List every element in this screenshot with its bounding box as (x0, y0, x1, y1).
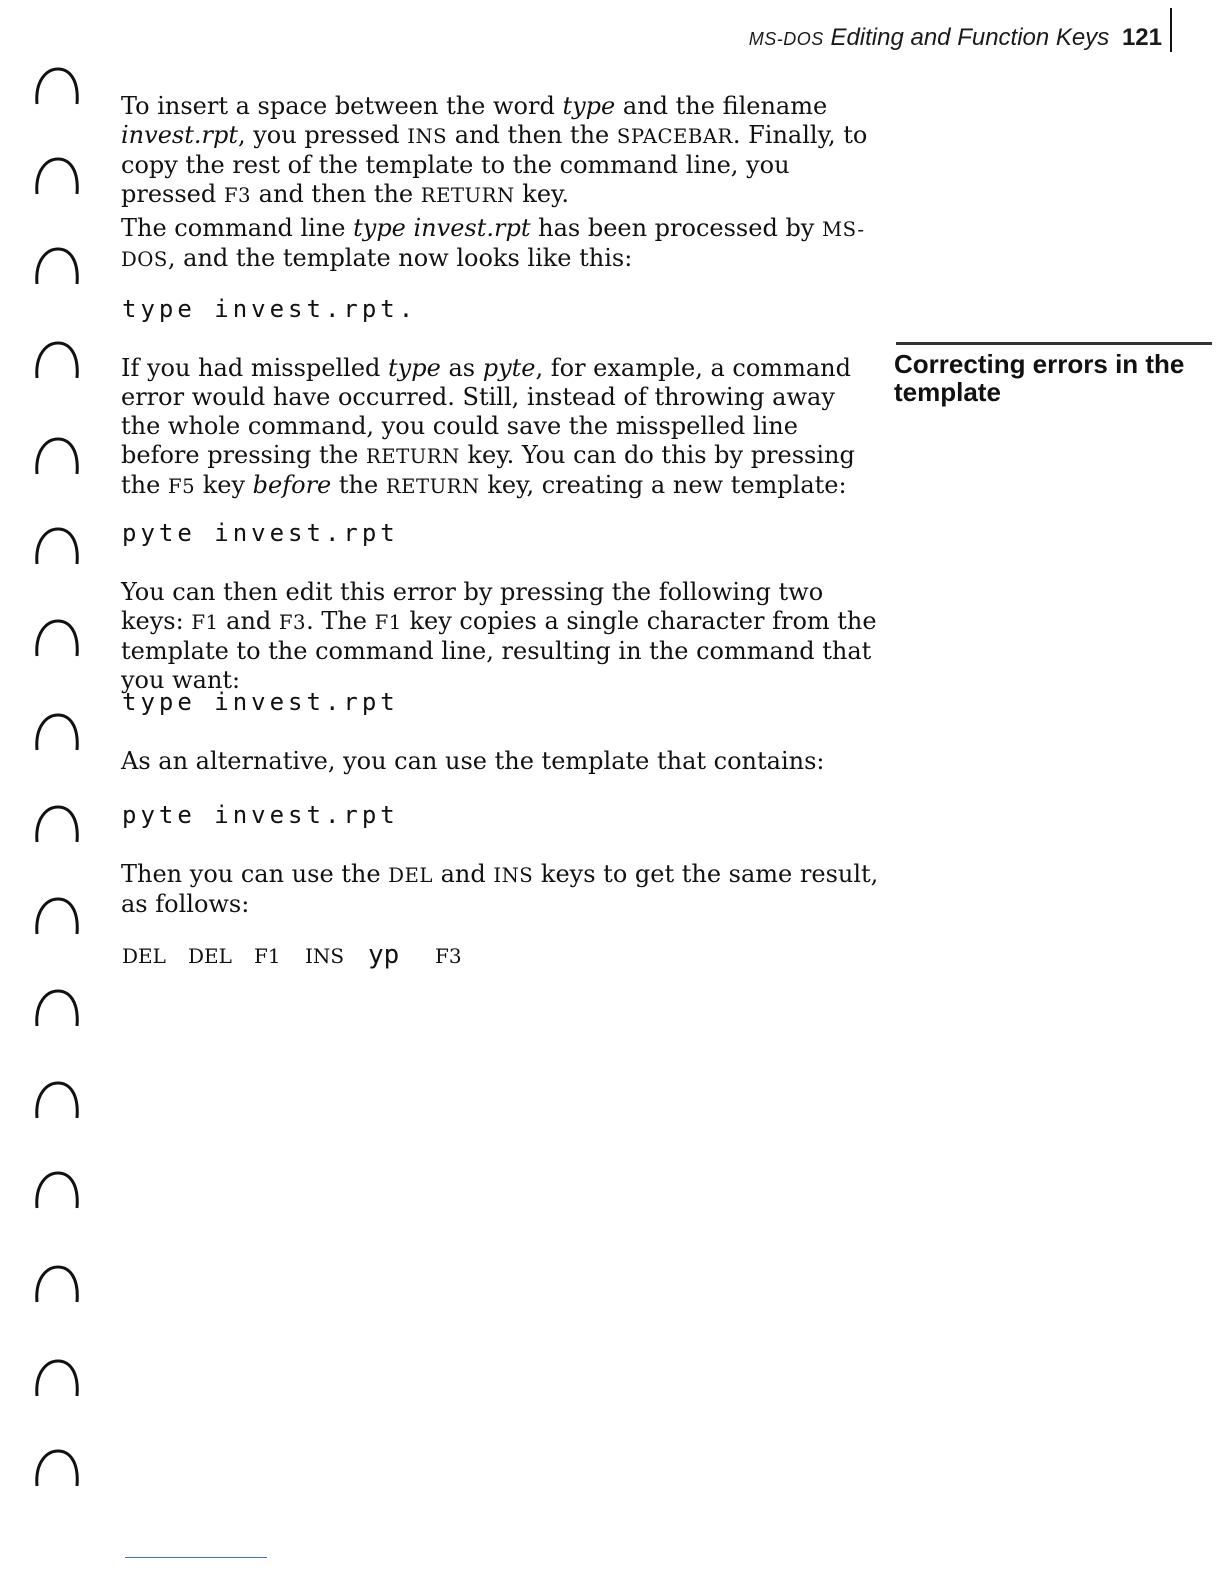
binder-hole-icon (34, 1080, 80, 1122)
key-sequence-item: F3 (435, 944, 462, 968)
key-sequence-item: INS (305, 944, 345, 968)
key-name: SPACEBAR (616, 125, 733, 148)
binder-hole-icon (34, 1358, 80, 1400)
binder-hole-icon (34, 246, 80, 288)
binder-hole-icon (34, 66, 80, 108)
footer-rule (125, 1557, 267, 1558)
binder-hole-icon (34, 340, 80, 382)
code-line: pyte invest.rpt (122, 801, 399, 829)
paragraph-del-ins: Then you can use the DEL and INS keys to get the same result, as follows: (121, 860, 879, 918)
key-name: F3 (223, 184, 252, 207)
header-title: Editing and Function Keys (830, 24, 1110, 51)
binder-hole-icon (34, 526, 80, 568)
paragraph-misspelled: If you had misspelled type as pyte, for example, a command error would have occurred. Still, instead of throwing away the whole command, you could save the misspelled line before pressing the RETURN key. You can do this by pressing the F5 key before the RETURN key, creating a new template: (121, 354, 855, 499)
header-prefix: MS-DOS (748, 29, 824, 49)
binder-hole-icon (34, 1264, 80, 1306)
binder-hole-icon (34, 618, 80, 660)
key-name: RETURN (420, 184, 515, 207)
key-sequence-item: DEL (188, 944, 232, 968)
code-line: pyte invest.rpt (122, 519, 399, 547)
paragraph-processed: The command line type invest.rpt has been processed by MS-DOS, and the template now looks like this: (121, 214, 865, 272)
binder-hole-icon (34, 1170, 80, 1212)
code-line: type invest.rpt (122, 688, 399, 716)
binder-hole-icon (34, 156, 80, 198)
key-sequence-item: F1 (254, 944, 281, 968)
key-sequence-item: yp (368, 940, 400, 970)
sidebar-heading: Correcting errors in the template (894, 349, 1185, 407)
paragraph-insert-space: To insert a space between the word type and the filename invest.rpt, you pressed INS and then the SPACEBAR. Finally, to copy the rest of the template to the command line, you pressed F3 and then the RETURN key. (121, 92, 868, 208)
binder-hole-icon (34, 988, 80, 1030)
binder-hole-icon (34, 436, 80, 478)
page-number: 121 (1121, 24, 1162, 51)
paragraph-alternative: As an alternative, you can use the template that contains: (121, 747, 825, 775)
paragraph-edit-error: You can then edit this error by pressing the following two keys: F1 and F3. The F1 key copies a single character from the template to the command line, resulting in the command that you want: (121, 578, 877, 694)
binder-hole-icon (34, 804, 80, 846)
binder-hole-icon (34, 712, 80, 754)
code-line: type invest.rpt. (122, 295, 418, 323)
header-rule (1170, 8, 1172, 52)
key-sequence-item: DEL (122, 944, 166, 968)
binder-hole-icon (34, 896, 80, 938)
sidebar-rule (896, 342, 1212, 345)
binder-hole-icon (34, 1448, 80, 1490)
running-header (749, 24, 1162, 52)
key-name: INS (407, 125, 448, 148)
